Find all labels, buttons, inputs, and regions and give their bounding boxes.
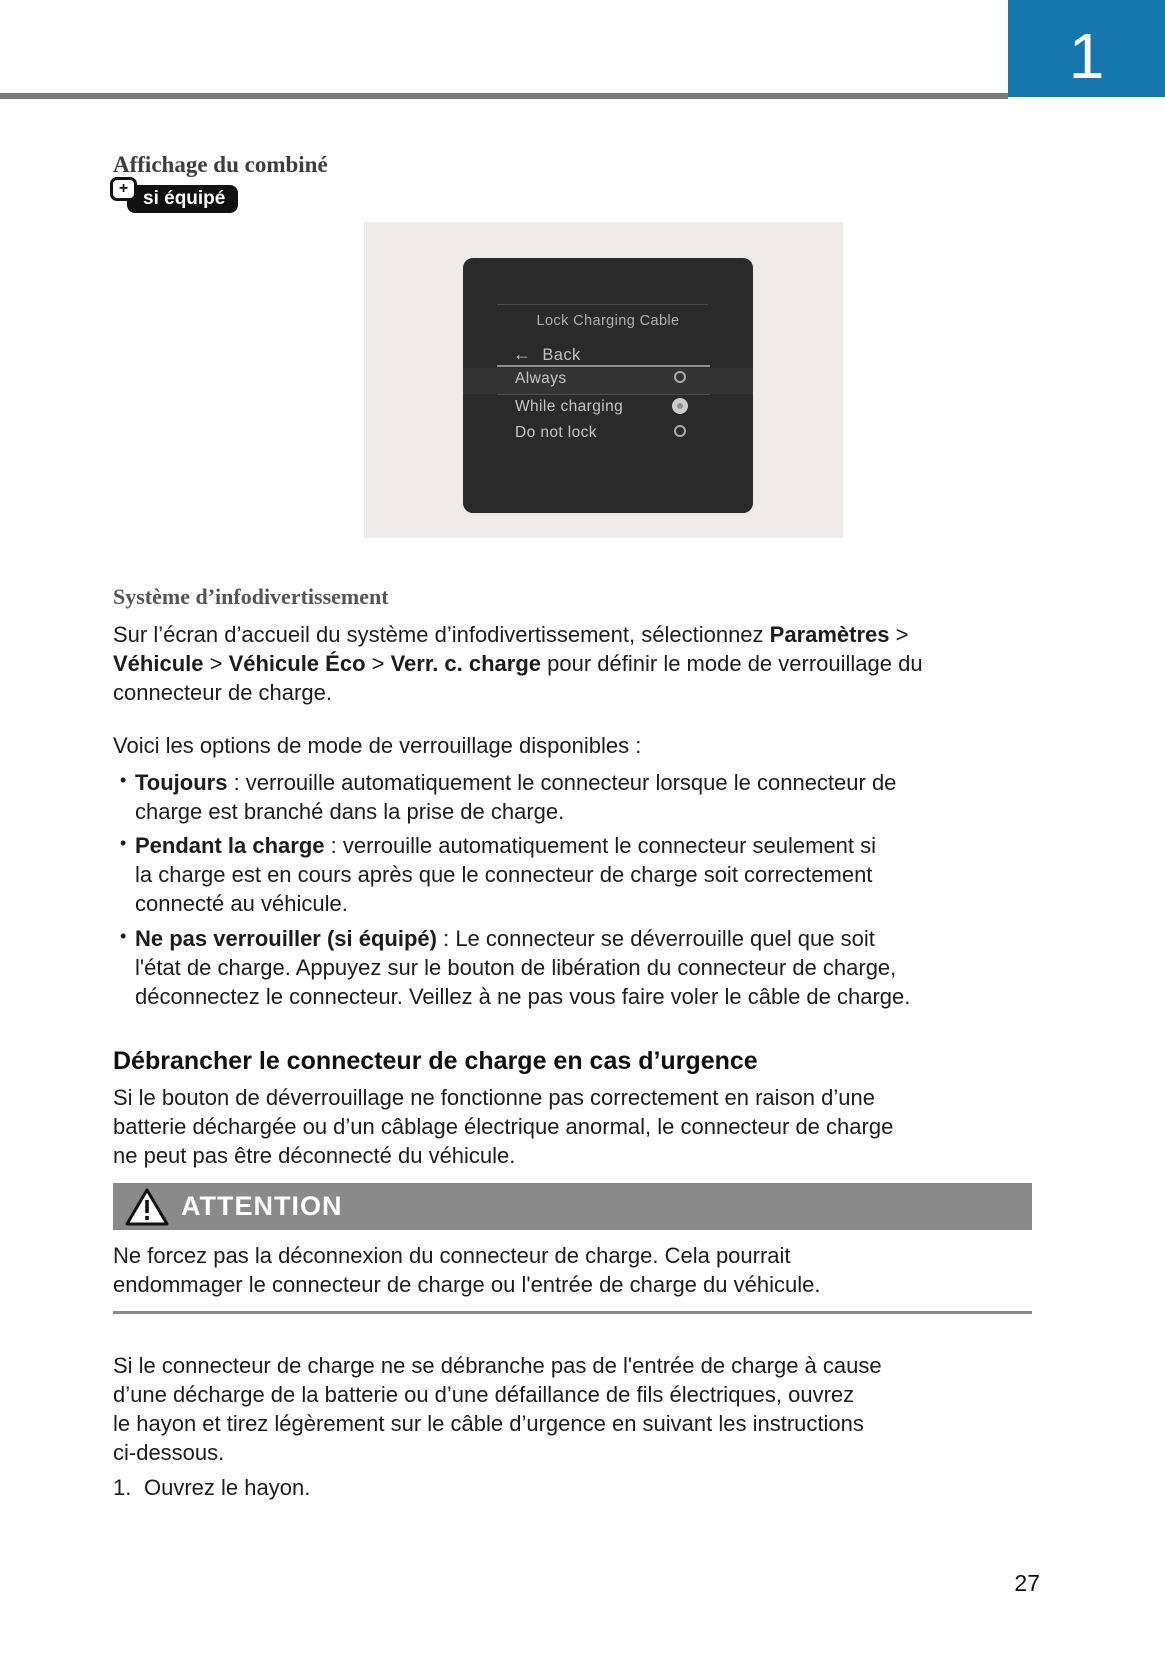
warning-triangle-icon (125, 1187, 169, 1227)
bullet-toujours (113, 768, 1035, 826)
text-line: l'état de charge. Appuyez sur le bouton de libération du connecteur de charge, (135, 955, 897, 980)
page-number: 27 (1014, 1570, 1040, 1596)
text-line: Voici les options de mode de verrouillage disponibles : (113, 733, 642, 758)
option-always (515, 369, 715, 389)
text-line: déconnectez le connecteur. Veillez à ne pas vous faire voler le câble de charge. (135, 984, 911, 1009)
text-line: Ne pas verrouiller (si équipé) : Le connecteur se déverrouille quel que soit (135, 926, 875, 951)
section-divider (113, 1311, 1032, 1314)
section-title-cluster-display: Affichage du combiné (113, 152, 328, 177)
attention-label: ATTENTION (181, 1191, 343, 1221)
bullet-ne-pas-verrouiller (113, 924, 1035, 1011)
text-line: batterie déchargée ou d’un câblage électrique anormal, le connecteur de charge (113, 1114, 894, 1139)
panel-top-separator (497, 304, 708, 305)
text-line: la charge est en cours après que le connecteur de charge soit correctement (135, 862, 873, 887)
step-1 (113, 1473, 310, 1502)
text-line: Véhicule > Véhicule Éco > Verr. c. charge pour définir le mode de verrouillage du (113, 651, 923, 676)
screen-title: Lock Charging Cable (536, 313, 680, 329)
text-line: Toujours : verrouille automatiquement le connecteur lorsque le connecteur de (135, 770, 897, 795)
text-line: ci-dessous. (113, 1440, 225, 1465)
header-rule (0, 93, 1008, 99)
plus-icon: + (110, 177, 137, 201)
attention-banner (113, 1183, 1032, 1230)
text-line: d’une décharge de la batterie ou d’une défaillance de fils électriques, ouvrez (113, 1382, 855, 1407)
bullet-pendant-la-charge (113, 831, 1035, 918)
cluster-screen-panel (463, 258, 753, 513)
bullet-marker: • (120, 770, 127, 790)
text-line: connecté au véhicule. (135, 891, 348, 916)
cluster-screen-photo (364, 222, 843, 538)
section-title-infotainment: Système d’infodivertissement (113, 584, 389, 609)
if-equipped-badge (110, 177, 270, 217)
paragraph-attention-body (113, 1241, 1035, 1299)
text-line: Si le bouton de déverrouillage ne fonctionne pas correctement en raison d’une (113, 1085, 875, 1110)
row-separator (497, 394, 710, 395)
text-line: endommager le connecteur de charge ou l'entrée de charge du véhicule. (113, 1272, 821, 1297)
option-always-label: Always (515, 370, 567, 387)
text-line: ne peut pas être déconnecté du véhicule. (113, 1143, 516, 1168)
option-do-not-lock-label: Do not lock (515, 424, 597, 441)
back-separator (497, 365, 710, 367)
if-equipped-label: si équipé (127, 185, 238, 213)
chapter-tab (1008, 0, 1165, 97)
text-line: charge est branché dans la prise de charge. (135, 799, 565, 824)
option-do-not-lock (515, 423, 715, 443)
back-button (513, 344, 581, 365)
chapter-number: 1 (1068, 19, 1105, 92)
option-while-charging (515, 397, 715, 417)
bullet-marker: • (120, 926, 127, 946)
option-while-charging-label: While charging (515, 398, 624, 415)
step-text: Ouvrez le hayon. (144, 1475, 311, 1500)
paragraph-settings-path (113, 620, 1035, 707)
paragraph-emergency-instructions (113, 1351, 1035, 1467)
text-line: Ne forcez pas la déconnexion du connecteur de charge. Cela pourrait (113, 1243, 791, 1268)
bullet-marker: • (120, 833, 127, 853)
text-line: connecteur de charge. (113, 680, 332, 705)
radio-always-icon (674, 371, 686, 383)
text-line: le hayon et tirez légèrement sur le câble d’urgence en suivant les instructions (113, 1411, 864, 1436)
radio-do-not-lock-icon (674, 425, 686, 437)
step-number: 1. (113, 1475, 132, 1500)
text-line: Si le connecteur de charge ne se débranche pas de l'entrée de charge à cause (113, 1353, 882, 1378)
text-line: Sur l’écran d’accueil du système d’infodivertissement, sélectionnez Paramètres > (113, 622, 909, 647)
section-title-emergency: Débrancher le connecteur de charge en cas d’urgence (113, 1047, 758, 1075)
text-line: Pendant la charge : verrouille automatiquement le connecteur seulement si (135, 833, 877, 858)
back-label: Back (542, 346, 581, 364)
paragraph-emergency-intro (113, 1083, 1035, 1170)
paragraph-intro-options (113, 731, 1035, 760)
back-arrow-icon: ← (513, 344, 532, 364)
radio-while-charging-icon (672, 398, 688, 414)
